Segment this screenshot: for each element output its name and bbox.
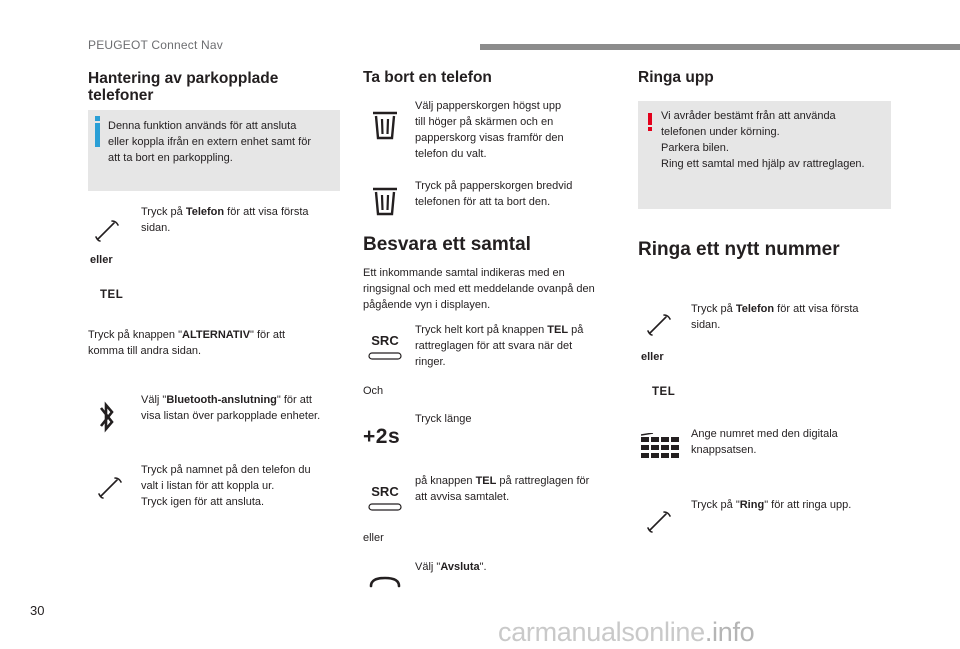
hang-up-icon — [368, 574, 402, 588]
section-heading-call: Ringa upp — [638, 69, 714, 86]
step-ring: Tryck på "Ring" för att ringa upp. — [691, 499, 852, 511]
step-delete-trash: Tryck på papperskorgen bredvid telefonen för att ta bort den. — [415, 180, 573, 208]
step-end-call: Välj "Avsluta". — [415, 561, 487, 573]
and-label: Och — [363, 385, 384, 397]
section-heading-delete-phone: Ta bort en telefon — [363, 69, 492, 86]
warning-icon — [648, 113, 652, 125]
watermark: carmanualsonline.info — [498, 617, 755, 647]
info-box: Denna funktion används för att ansluta eller koppla ifrån en extern enhet samt för att ta bort en parkoppling. — [88, 110, 340, 191]
trash-bin-icon — [371, 110, 399, 140]
step-keypad: Ange numret med den digitala knappsatsen. — [691, 428, 838, 456]
steering-wheel-button-icon: SRC — [367, 334, 403, 366]
bluetooth-icon — [97, 399, 117, 435]
steering-wheel-button-icon: SRC — [367, 485, 403, 517]
long-press-icon: +2s — [363, 425, 401, 448]
step-open-phone: Tryck på Telefon för att visa första sidan. — [691, 303, 859, 331]
section-heading-new-number: Ringa ett nytt nummer — [638, 239, 840, 260]
phone-handset-icon — [94, 217, 122, 245]
answer-description: Ett inkommande samtal indikeras med en ringsignal och med ett meddelande ovanpå den pågående vyn i displayen. — [363, 267, 595, 311]
phone-handset-icon — [646, 508, 674, 536]
manual-header-title: PEUGEOT Connect Nav — [88, 38, 223, 52]
or-label: eller — [641, 351, 664, 363]
step-select-phone: Tryck på namnet på den telefon du valt i listan för att koppla ur. Tryck igen för att ansluta. — [141, 464, 311, 508]
step-open-phone: Tryck på Telefon för att visa första sidan. — [141, 206, 309, 234]
keypad-icon — [641, 433, 679, 463]
step-press-options: Tryck på knappen "ALTERNATIV" för att komma till andra sidan. — [88, 329, 286, 357]
section-heading-answer-call: Besvara ett samtal — [363, 234, 531, 255]
page-number: 30 — [30, 603, 45, 618]
hold-label: Tryck länge — [415, 413, 472, 425]
step-answer: Tryck helt kort på knappen TEL på rattreglagen för att svara när det ringer. — [415, 324, 584, 368]
phone-handset-icon — [646, 311, 674, 339]
section-heading-paired-phones: Hantering av parkopplade telefoner — [88, 70, 279, 104]
header-bar — [480, 44, 960, 50]
step-reject: på knappen TEL på rattreglagen för att avvisa samtalet. — [415, 475, 590, 503]
warning-box: Vi avråder bestämt från att använda telefonen under körning. Parkera bilen. Ring ett samtal med hjälp av rattreglagen. — [638, 101, 891, 209]
or-label: eller — [363, 532, 384, 544]
info-icon — [95, 123, 100, 147]
tel-button-label: TEL — [652, 386, 676, 398]
step-select-trash: Välj papperskorgen högst upp till höger på skärmen och en papperskorg visas framför den telefon du valt. — [415, 100, 564, 160]
trash-bin-icon — [371, 186, 399, 216]
or-label: eller — [90, 254, 113, 266]
phone-handset-icon — [97, 474, 125, 502]
step-bluetooth: Välj "Bluetooth-anslutning" för att visa listan över parkopplade enheter. — [141, 394, 321, 422]
tel-button-label: TEL — [100, 289, 124, 301]
